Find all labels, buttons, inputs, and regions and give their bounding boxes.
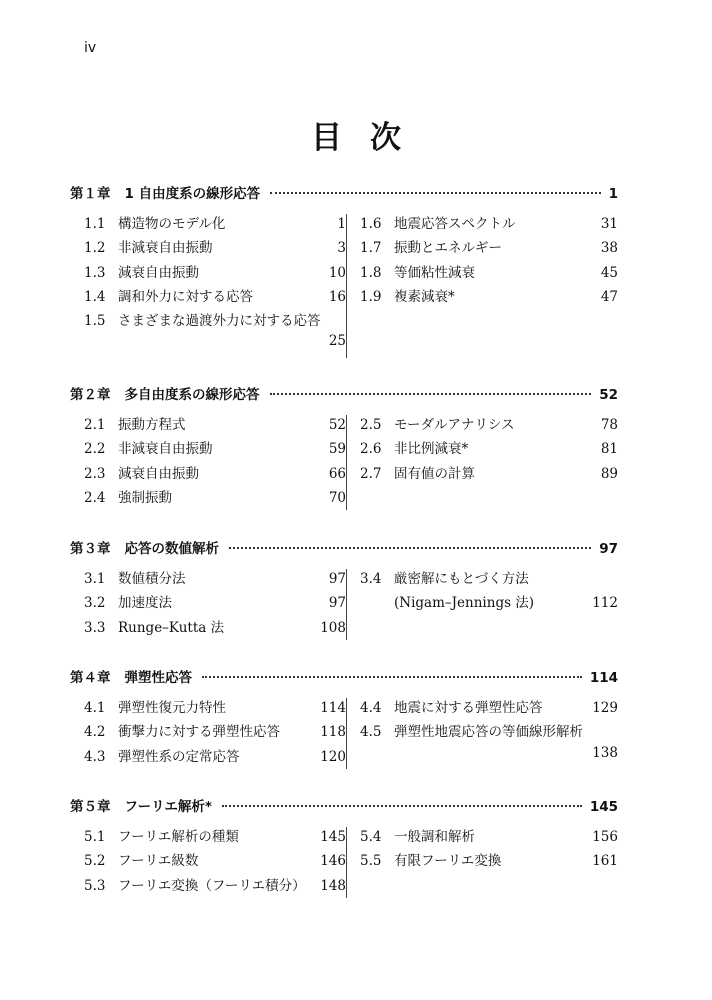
toc-entry[interactable] (84, 745, 346, 769)
section-page: 97 (328, 595, 346, 612)
section-title: 強制振動 (118, 489, 172, 506)
section-title: 地震応答スペクトル (394, 216, 516, 232)
toc-entry[interactable] (84, 720, 346, 744)
section-number: 1.3 (84, 264, 106, 281)
column-divider (346, 569, 347, 640)
section-page: 78 (600, 417, 618, 433)
toc-entry[interactable] (84, 236, 346, 260)
section-columns (70, 212, 618, 358)
toc-entry[interactable] (84, 437, 346, 461)
toc-entry[interactable] (84, 486, 346, 510)
section-title: Runge–Kutta 法 (118, 619, 225, 636)
chapter-page: 1 (608, 186, 618, 202)
chapter-heading[interactable] (70, 537, 618, 561)
section-number: 1.8 (360, 264, 382, 281)
chapter-heading[interactable] (70, 795, 618, 819)
section-title: フーリエ級数 (118, 853, 199, 870)
section-page: 120 (320, 748, 346, 765)
title-char: 次 (370, 120, 401, 156)
section-title: 等価粘性減衰 (394, 264, 475, 281)
section-title: さまざまな過渡外力に対する応答 (118, 313, 321, 330)
right-column (360, 212, 618, 309)
toc-entry[interactable] (84, 874, 346, 898)
toc-entry[interactable] (360, 745, 618, 769)
section-title: 非減衰自由振動 (118, 240, 213, 257)
section-number: 2.7 (360, 465, 382, 482)
section-page: 81 (600, 441, 618, 458)
right-column (360, 825, 618, 874)
section-page: 156 (592, 829, 618, 845)
section-columns (70, 825, 618, 898)
section-title: 固有値の計算 (394, 465, 475, 482)
section-page: 89 (600, 465, 618, 482)
section-page: 145 (320, 829, 346, 845)
section-page: 1 (337, 216, 346, 232)
section-page: 3 (337, 240, 346, 257)
section-number: 1.9 (360, 288, 382, 305)
dot-leader (270, 393, 592, 395)
toc-entry[interactable] (360, 462, 618, 486)
chapter-heading[interactable] (70, 666, 618, 690)
section-number: 4.3 (84, 748, 106, 765)
section-page: 31 (600, 216, 618, 232)
right-column (360, 413, 618, 486)
left-column (84, 567, 346, 640)
section-number: 2.4 (84, 489, 106, 506)
column-divider (346, 214, 347, 358)
section-number: 1.4 (84, 288, 106, 305)
right-column (360, 696, 618, 769)
chapter-title: 1 自由度系の線形応答 (124, 186, 261, 202)
section-page: 38 (600, 240, 618, 257)
section-number: 4.5 (360, 724, 382, 741)
chapter-number: 第３章 (70, 541, 111, 557)
section-page: 138 (592, 744, 618, 761)
toc-entry[interactable] (360, 437, 618, 461)
section-page: 25 (328, 333, 346, 350)
toc-entry[interactable] (84, 462, 346, 486)
chapter-1 (70, 182, 618, 358)
section-number: 3.3 (84, 619, 106, 636)
chapter-number: 第５章 (70, 799, 111, 815)
chapter-heading[interactable] (70, 182, 618, 206)
chapter-number: 第２章 (70, 387, 111, 403)
section-title: 地震に対する弾塑性応答 (394, 700, 543, 716)
section-number: 4.2 (84, 724, 106, 741)
chapter-number: 第１章 (70, 186, 111, 202)
toc-entry[interactable] (84, 616, 346, 640)
toc-entry[interactable] (360, 285, 618, 309)
section-number: 5.4 (360, 829, 382, 845)
chapter-number: 第４章 (70, 670, 111, 686)
section-title: 弾塑性系の定常応答 (118, 748, 240, 765)
section-number: 5.2 (84, 853, 106, 870)
section-title: 弾塑性復元力特性 (118, 700, 226, 716)
toc-entry[interactable] (84, 309, 346, 333)
section-number: 2.3 (84, 465, 106, 482)
section-title: 調和外力に対する応答 (118, 288, 253, 305)
section-number: 1.5 (84, 313, 106, 330)
section-number: 2.5 (360, 417, 382, 433)
section-title: 振動とエネルギー (394, 240, 502, 257)
right-column (360, 567, 618, 616)
chapter-heading[interactable] (70, 383, 618, 407)
section-number: 1.2 (84, 240, 106, 257)
section-title: 弾塑性地震応答の等価線形解析 (394, 724, 583, 741)
dot-leader (222, 805, 582, 807)
toc-entry[interactable] (84, 567, 346, 591)
section-number: 2.2 (84, 441, 106, 458)
section-page: 47 (600, 288, 618, 305)
section-title: 厳密解にもとづく方法 (394, 571, 529, 587)
left-column (84, 696, 346, 769)
section-number: 1.1 (84, 216, 106, 232)
chapter-4 (70, 666, 618, 769)
toc-entry[interactable] (360, 261, 618, 285)
section-title: 数値積分法 (118, 571, 186, 587)
section-page: 16 (328, 288, 346, 305)
page-number: iv (84, 40, 97, 56)
section-title: 一般調和解析 (394, 829, 475, 845)
section-page: 10 (328, 264, 346, 281)
dot-leader (270, 192, 601, 194)
section-page: 66 (328, 465, 346, 482)
toc-entry[interactable] (360, 720, 618, 744)
section-number: 4.1 (84, 700, 106, 716)
chapter-page: 97 (599, 541, 618, 557)
toc-entry[interactable] (360, 236, 618, 260)
section-page: 148 (320, 877, 346, 894)
section-number: 2.1 (84, 417, 106, 433)
section-number: 1.6 (360, 216, 382, 232)
section-page: 146 (320, 853, 346, 870)
section-page: 161 (592, 853, 618, 870)
toc-entry[interactable] (360, 591, 618, 615)
section-page: 129 (592, 700, 618, 716)
section-title: 非比例減衰* (394, 441, 469, 458)
section-title: (Nigam–Jennings 法) (394, 595, 535, 612)
section-page: 45 (600, 264, 618, 281)
toc-entry[interactable] (84, 333, 346, 357)
toc-entry[interactable] (84, 212, 346, 236)
section-page: 108 (320, 619, 346, 636)
section-number: 5.1 (84, 829, 106, 845)
toc-entry[interactable] (360, 413, 618, 437)
section-page: 112 (592, 595, 618, 612)
left-column (84, 212, 346, 358)
section-title: 振動方程式 (118, 417, 186, 433)
toc-entry[interactable] (84, 849, 346, 873)
left-column (84, 825, 346, 898)
toc-entry[interactable] (84, 825, 346, 849)
section-title: 減衰自由振動 (118, 465, 199, 482)
toc-entry[interactable] (360, 567, 618, 591)
chapter-page: 52 (599, 387, 618, 403)
section-title: 複素減衰* (394, 288, 455, 305)
section-title: 非減衰自由振動 (118, 441, 213, 458)
chapter-3 (70, 537, 618, 640)
section-title: 衝撃力に対する弾塑性応答 (118, 724, 280, 741)
section-page: 59 (328, 441, 346, 458)
section-title: 構造物のモデル化 (118, 216, 226, 232)
section-title: 加速度法 (118, 595, 172, 612)
chapter-page: 114 (589, 670, 618, 686)
section-title: 有限フーリエ変換 (394, 853, 502, 870)
toc-entry[interactable] (84, 696, 346, 720)
column-divider (346, 415, 347, 510)
title-char: 目 (311, 120, 342, 156)
section-number: 3.4 (360, 571, 382, 587)
left-column (84, 413, 346, 510)
section-columns (70, 696, 618, 769)
toc-entry[interactable] (360, 825, 618, 849)
dot-leader (202, 676, 582, 678)
section-page: 114 (320, 700, 346, 716)
chapter-2 (70, 383, 618, 510)
section-number: 4.4 (360, 700, 382, 716)
section-page: 97 (328, 571, 346, 587)
section-number: 5.5 (360, 853, 382, 870)
toc-entry[interactable] (360, 212, 618, 236)
chapter-page: 145 (589, 799, 618, 815)
dot-leader (229, 547, 591, 549)
chapter-title: 応答の数値解析 (124, 541, 219, 557)
page-title (0, 112, 712, 157)
column-divider (346, 698, 347, 769)
section-page: 118 (320, 724, 346, 741)
section-page: 52 (328, 417, 346, 433)
section-number: 2.6 (360, 441, 382, 458)
toc-entry[interactable] (84, 261, 346, 285)
section-number: 3.1 (84, 571, 106, 587)
toc-entry[interactable] (360, 696, 618, 720)
toc-entry[interactable] (360, 849, 618, 873)
section-number: 1.7 (360, 240, 382, 257)
section-number: 5.3 (84, 877, 106, 894)
toc-entry[interactable] (84, 285, 346, 309)
chapter-title: 多自由度系の線形応答 (124, 387, 260, 403)
section-number: 3.2 (84, 595, 106, 612)
toc-entry[interactable] (84, 591, 346, 615)
chapter-5 (70, 795, 618, 898)
section-page: 70 (328, 489, 346, 506)
chapter-title: 弾塑性応答 (124, 670, 192, 686)
section-title: フーリエ変換（フーリエ積分） (118, 877, 306, 894)
toc-entry[interactable] (84, 413, 346, 437)
column-divider (346, 827, 347, 898)
section-columns (70, 413, 618, 510)
section-title: モーダルアナリシス (394, 417, 515, 433)
section-title: フーリエ解析の種類 (118, 829, 239, 845)
section-title: 減衰自由振動 (118, 264, 199, 281)
chapter-title: フーリエ解析* (124, 799, 212, 815)
section-columns (70, 567, 618, 640)
